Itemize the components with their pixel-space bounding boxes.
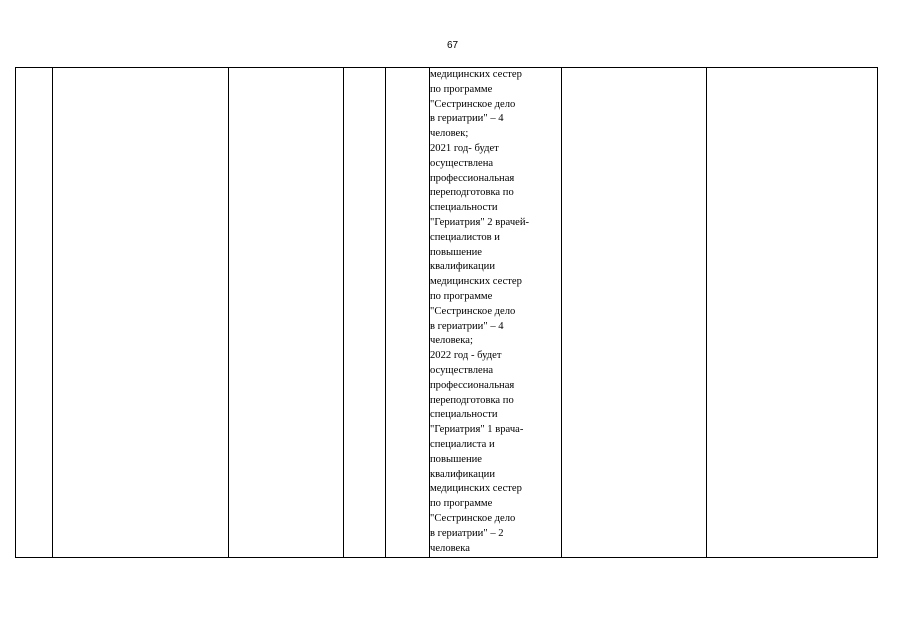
text-line: повышение (430, 246, 482, 258)
table-row (16, 68, 878, 558)
text-line: по программе (430, 83, 493, 95)
text-line: человека (430, 542, 470, 554)
table-cell-results (430, 68, 562, 558)
text-line: переподготовка по (430, 394, 514, 406)
table-cell-5 (386, 68, 430, 558)
text-line: переподготовка по (430, 187, 514, 199)
text-line: повышение (430, 453, 482, 465)
text-line: "Гериатрия" 1 врача- (430, 424, 524, 436)
text-line: медицинских сестер (430, 483, 522, 495)
table-cell-7 (562, 68, 707, 558)
text-line: "Сестринское дело (430, 512, 516, 524)
table-cell-1 (16, 68, 53, 558)
results-text (430, 68, 561, 556)
text-line: квалификации (430, 468, 495, 480)
text-line: "Сестринское дело (430, 98, 516, 110)
page-number: 67 (446, 40, 459, 51)
text-line: в гериатрии" – 4 (430, 113, 504, 125)
text-line: человек; (430, 128, 469, 140)
text-line: 2022 год - будет (430, 350, 502, 362)
text-line: по программе (430, 498, 493, 510)
text-line: осуществлена (430, 157, 494, 169)
text-line: 2021 год- будет (430, 142, 499, 154)
text-line: в гериатрии" – 4 (430, 320, 504, 332)
text-line: медицинских сестер (430, 69, 522, 80)
text-line: медицинских сестер (430, 276, 522, 288)
text-line: "Сестринское дело (430, 305, 516, 317)
text-line: специальности (430, 409, 498, 421)
text-line: специалистов и (430, 231, 500, 243)
table-cell-3 (229, 68, 344, 558)
document-table (15, 67, 878, 558)
text-line: в гериатрии" – 2 (430, 527, 504, 539)
text-line: человека; (430, 335, 473, 347)
text-line: по программе (430, 290, 493, 302)
text-line: профессиональная (430, 172, 515, 184)
text-line: "Гериатрия" 2 врачей- (430, 216, 530, 228)
text-line: профессиональная (430, 379, 515, 391)
text-line: специалиста и (430, 438, 495, 450)
table-cell-2 (53, 68, 229, 558)
table-cell-8 (707, 68, 878, 558)
text-line: осуществлена (430, 364, 494, 376)
table-cell-4 (344, 68, 386, 558)
text-line: квалификации (430, 261, 495, 273)
text-line: специальности (430, 202, 498, 214)
